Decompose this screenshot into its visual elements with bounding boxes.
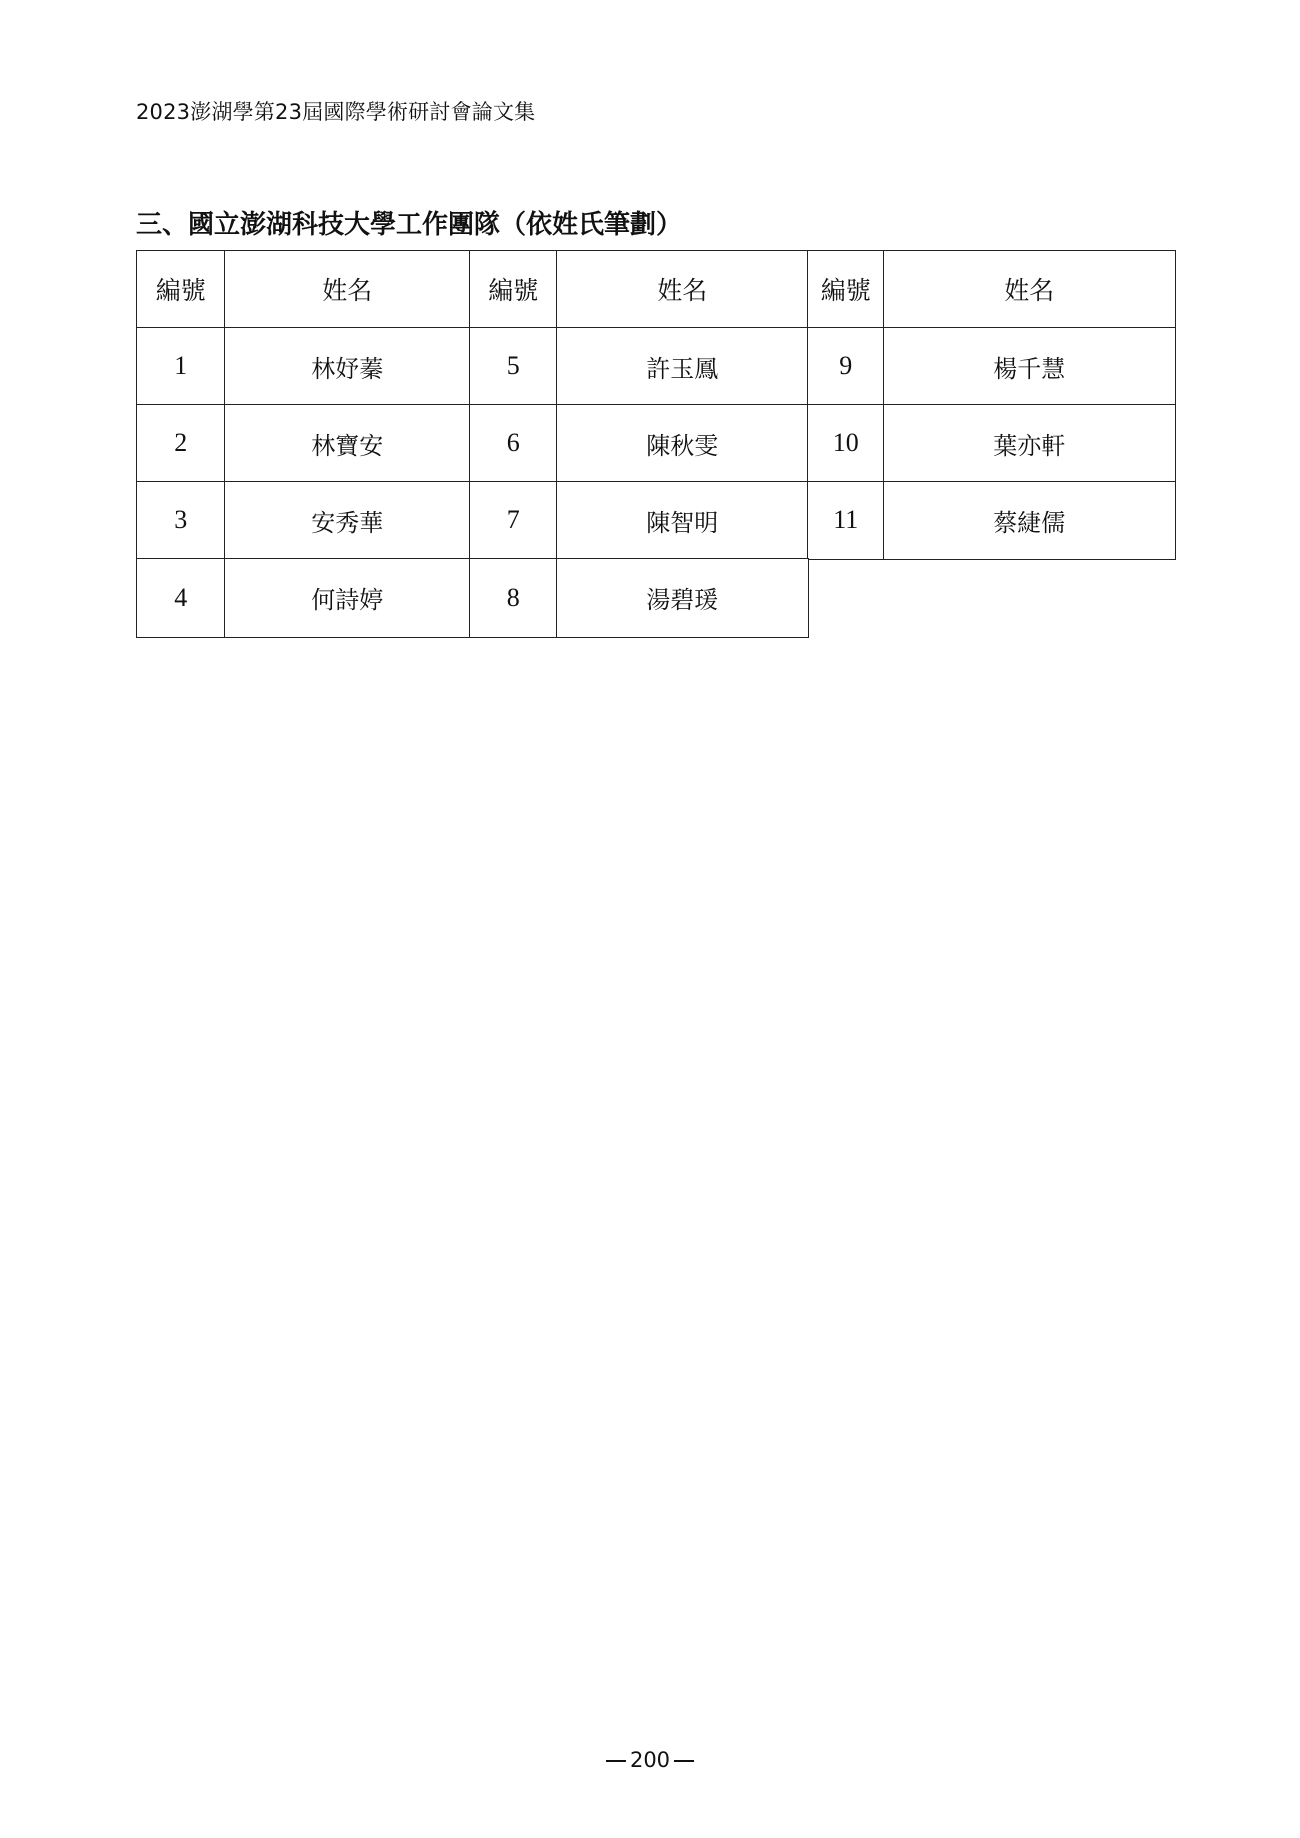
staff-number-cell: 11 [807,481,885,560]
staff-name-cell: 林妤蓁 [224,327,471,406]
staff-number-cell: 9 [807,327,885,406]
staff-number-cell: 10 [807,404,885,483]
staff-number-cell: 7 [469,481,558,560]
staff-number-cell: 2 [136,404,226,483]
running-header: 2023澎湖學第23屆國際學術研討會論文集 [136,100,536,124]
staff-name-cell: 許玉鳳 [556,327,809,406]
page-dash-right [674,1760,694,1762]
column-header-number: 編號 [136,250,226,329]
page-dash-left [606,1760,626,1762]
staff-number-cell: 5 [469,327,558,406]
staff-name-cell: 湯碧瑗 [556,558,809,638]
staff-number-cell: 4 [136,558,226,638]
column-header-name: 姓名 [883,250,1176,329]
staff-name-cell: 陳秋雯 [556,404,809,483]
page-number [0,1748,1300,1772]
staff-number-cell: 1 [136,327,226,406]
staff-roster-table [136,250,1184,640]
staff-name-cell: 林寶安 [224,404,471,483]
staff-number-cell: 3 [136,481,226,560]
column-header-number: 編號 [469,250,558,329]
column-header-number: 編號 [807,250,885,329]
page-number-value: 200 [629,1748,671,1772]
staff-name-cell: 陳智明 [556,481,809,560]
section-heading: 三、國立澎湖科技大學工作團隊（依姓氏筆劃） [136,210,683,240]
staff-name-cell: 葉亦軒 [883,404,1176,483]
staff-number-cell: 8 [469,558,558,638]
staff-number-cell: 6 [469,404,558,483]
staff-name-cell: 蔡緁儒 [883,481,1176,560]
staff-name-cell: 安秀華 [224,481,471,560]
column-header-name: 姓名 [556,250,809,329]
staff-name-cell: 楊千慧 [883,327,1176,406]
column-header-name: 姓名 [224,250,471,329]
staff-name-cell: 何詩婷 [224,558,471,638]
